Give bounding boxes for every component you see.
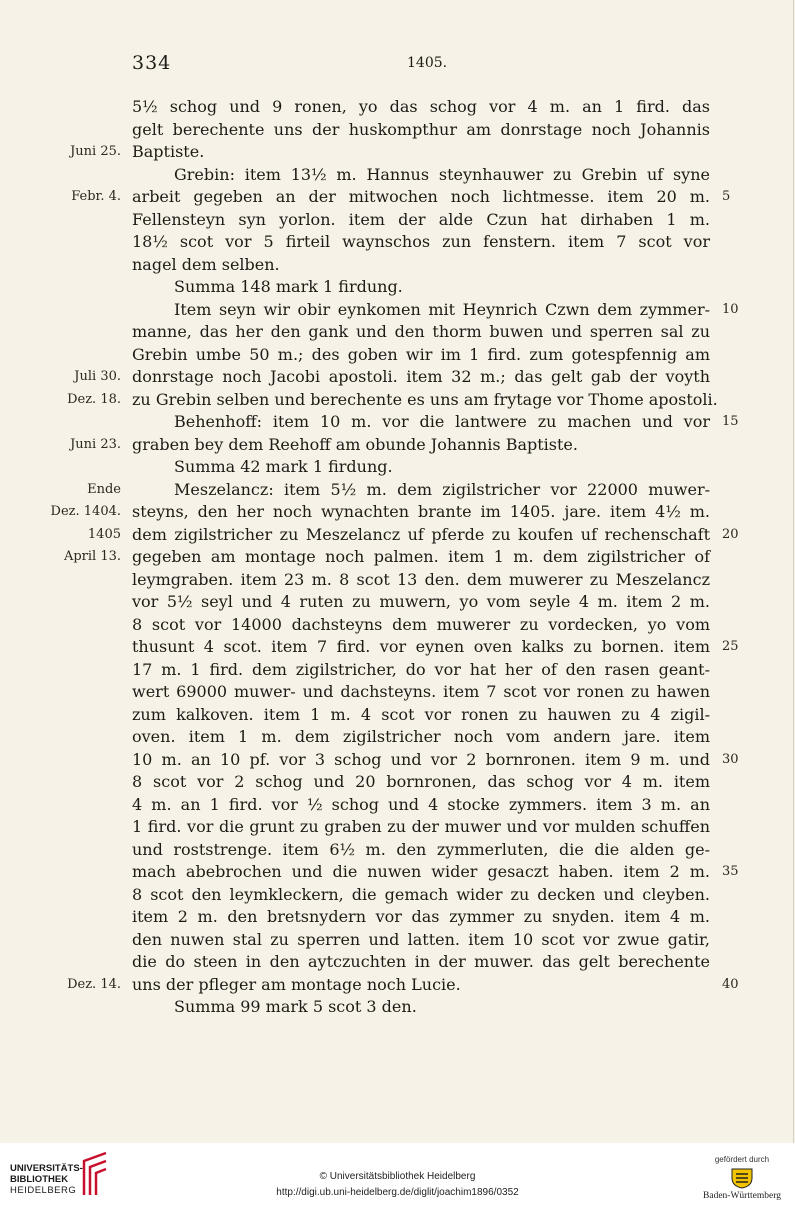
margin-date: Febr. 4. — [71, 189, 121, 204]
line-text: wert 69000 muwer- und dachsteyns. item 7 scot vor ronen zu hawen — [132, 682, 710, 701]
text-line — [0, 816, 793, 839]
coat-of-arms-icon — [729, 1167, 755, 1189]
line-text: thusunt 4 scot. item 7 fird. vor eynen oven kalks zu bornen. item — [132, 637, 710, 656]
line-text: 17 m. 1 fird. dem zigilstricher, do vor hat her of den rasen geant- — [132, 659, 710, 679]
funder-name: Baden-Württemberg — [703, 1191, 781, 1201]
page-header — [0, 52, 793, 76]
text-line — [0, 186, 793, 209]
line-text: zum kalkoven. item 1 m. 4 scot vor ronen zu hauwen zu 4 zigil- — [132, 704, 710, 724]
text-line — [0, 524, 793, 547]
line-text: gelt berechente uns der huskompthur am donrstage noch Johannis — [132, 119, 710, 139]
library-name-line1: UNIVERSITÄTS- — [10, 1163, 83, 1174]
library-name-line2: BIBLIOTHEK — [10, 1174, 69, 1185]
text-line — [0, 141, 793, 164]
text-line — [0, 929, 793, 952]
copyright-notice: © Universitätsbibliothek Heidelberg — [319, 1171, 476, 1182]
line-number: 15 — [722, 414, 739, 429]
line-text: gegeben am montage noch palmen. item 1 m. dem zigilstricher of — [132, 547, 710, 566]
line-number: 30 — [722, 751, 739, 767]
line-text: zu Grebin selben und berechente es uns am frytage vor Thome apostoli. — [132, 389, 718, 409]
margin-date: Dez. 14. — [67, 976, 121, 992]
line-number: 35 — [722, 864, 739, 879]
text-line — [0, 659, 793, 682]
line-text: manne, das her den gank und den thorm buwen und sperren sal zu — [132, 322, 710, 341]
line-text: Summa 99 mark 5 scot 3 den. — [174, 997, 417, 1016]
text-line — [0, 591, 793, 614]
margin-date: Dez. 1404. — [50, 504, 121, 519]
text-line — [0, 839, 793, 862]
text-line — [0, 546, 793, 569]
text-line — [0, 119, 793, 142]
line-number: 10 — [722, 301, 739, 317]
line-text: leymgraben. item 23 m. 8 scot 13 den. dem muwerer zu Meszelancz — [132, 569, 710, 589]
text-line — [0, 681, 793, 704]
funded-by-label: gefördert durch — [714, 1155, 770, 1164]
text-line — [0, 96, 793, 119]
line-text: nagel dem selben. — [132, 254, 280, 274]
line-text: Item seyn wir obir eynkomen mit Heynrich Czwn dem zymmer- — [174, 299, 710, 319]
line-text: 10 m. an 10 pf. vor 3 schog und vor 2 bornronen. item 9 m. und — [132, 749, 710, 769]
line-text: 18½ scot vor 5 firteil waynschos zun fenstern. item 7 scot vor — [132, 232, 710, 251]
line-text: item 2 m. den bretsnydern vor das zymmer zu snyden. item 4 m. — [132, 907, 710, 926]
line-number: 40 — [722, 976, 739, 992]
text-line — [0, 614, 793, 637]
margin-date: Dez. 18. — [67, 391, 121, 407]
line-text: die do steen in den aytczuchten in der muwer. das gelt berechente — [132, 952, 710, 971]
text-line — [0, 749, 793, 772]
text-line — [0, 861, 793, 884]
line-text: graben bey dem Reehoff am obunde Johannis Baptiste. — [132, 434, 578, 454]
text-line — [0, 974, 793, 997]
text-line — [0, 636, 793, 659]
line-text: mach abebrochen und die nuwen wider gesaczt haben. item 2 m. — [132, 862, 710, 881]
margin-date: 1405 — [87, 526, 121, 542]
line-text: dem zigilstricher zu Meszelancz uf pferde zu koufen uf rechenschaft — [132, 524, 710, 544]
line-text: 4 m. an 1 fird. vor ½ schog und 4 stocke zymmers. item 3 m. an — [132, 794, 710, 814]
text-line — [0, 501, 793, 524]
text-line — [0, 231, 793, 254]
line-text: Meszelancz: item 5½ m. dem zigilstricher vor 22000 muwer- — [174, 479, 710, 499]
text-line — [0, 321, 793, 344]
funder-block — [701, 1155, 783, 1201]
text-line — [0, 771, 793, 794]
margin-date: Ende — [87, 481, 121, 497]
line-text: Grebin: item 13½ m. Hannus steynhauwer zu Grebin uf syne — [174, 164, 710, 184]
text-line — [0, 299, 793, 322]
margin-date: Juli 30. — [74, 369, 121, 384]
line-text: 5½ schog und 9 ronen, yo das schog vor 4 m. an 1 fird. das — [132, 97, 710, 116]
text-line — [0, 996, 793, 1019]
permalink[interactable]: http://digi.ub.uni-heidelberg.de/diglit/joachim1896/0352 — [276, 1187, 519, 1198]
text-line — [0, 366, 793, 389]
text-line — [0, 794, 793, 817]
text-line — [0, 884, 793, 907]
line-text: donrstage noch Jacobi apostoli. item 32 m.; das gelt gab der voyth — [132, 367, 710, 386]
text-line — [0, 906, 793, 929]
line-number: 25 — [722, 639, 739, 654]
margin-date: April 13. — [63, 549, 121, 564]
line-text: und roststrenge. item 6½ m. den zymmerluten, die die alden ge- — [132, 839, 710, 859]
text-line — [0, 276, 793, 299]
library-city: HEIDELBERG — [10, 1185, 77, 1196]
line-text: vor 5½ seyl und 4 ruten zu muwern, yo vom seyle 4 m. item 2 m. — [132, 592, 710, 611]
line-text: Fellensteyn syn yorlon. item der alde Czun hat dirhaben 1 m. — [132, 209, 710, 229]
line-text: 1 fird. vor die grunt zu graben zu der muwer und vor mulden schuffen — [132, 817, 710, 836]
text-line — [0, 434, 793, 457]
line-text: Summa 148 mark 1 firdung. — [174, 277, 403, 296]
line-text: Grebin umbe 50 m.; des goben wir im 1 fird. zum gotespfennig am — [132, 344, 710, 364]
line-text: uns der pfleger am montage noch Lucie. — [132, 974, 461, 994]
line-text: arbeit gegeben an der mitwochen noch lichtmesse. item 20 m. — [132, 187, 710, 206]
text-line — [0, 456, 793, 479]
line-text: 8 scot den leymkleckern, die gemach wider zu decken und cleyben. — [132, 884, 710, 904]
line-number: 5 — [722, 189, 731, 204]
text-line — [0, 951, 793, 974]
margin-date: Juni 23. — [70, 436, 121, 452]
viewer-footer — [0, 1143, 795, 1205]
line-text: Summa 42 mark 1 firdung. — [174, 457, 393, 476]
text-line — [0, 389, 793, 412]
line-text: steyns, den her noch wynachten brante im 1405. jare. item 4½ m. — [132, 502, 710, 521]
text-line — [0, 254, 793, 277]
line-text: oven. item 1 m. dem zigilstricher noch vom andern jare. item — [132, 727, 710, 746]
page-number: 334 — [132, 52, 172, 74]
line-text: 8 scot vor 2 schog und 20 bornronen, das schog vor 4 m. item — [132, 772, 710, 791]
text-line — [0, 164, 793, 187]
line-number: 20 — [722, 526, 739, 542]
text-line — [0, 704, 793, 727]
text-line — [0, 726, 793, 749]
margin-date: Juni 25. — [70, 144, 121, 159]
text-line — [0, 569, 793, 592]
text-line — [0, 411, 793, 434]
text-line — [0, 479, 793, 502]
line-text: den nuwen stal zu sperren und latten. item 10 scot vor zwue gatir, — [132, 929, 710, 949]
text-line — [0, 209, 793, 232]
line-text: Behenhoff: item 10 m. vor die lantwere zu machen und vor — [174, 412, 710, 431]
running-year: 1405. — [407, 55, 448, 71]
text-body — [0, 96, 793, 1019]
text-line — [0, 344, 793, 367]
line-text: Baptiste. — [132, 142, 205, 161]
line-text: 8 scot vor 14000 dachsteyns dem muwerer zu vordecken, yo vom — [132, 614, 710, 634]
